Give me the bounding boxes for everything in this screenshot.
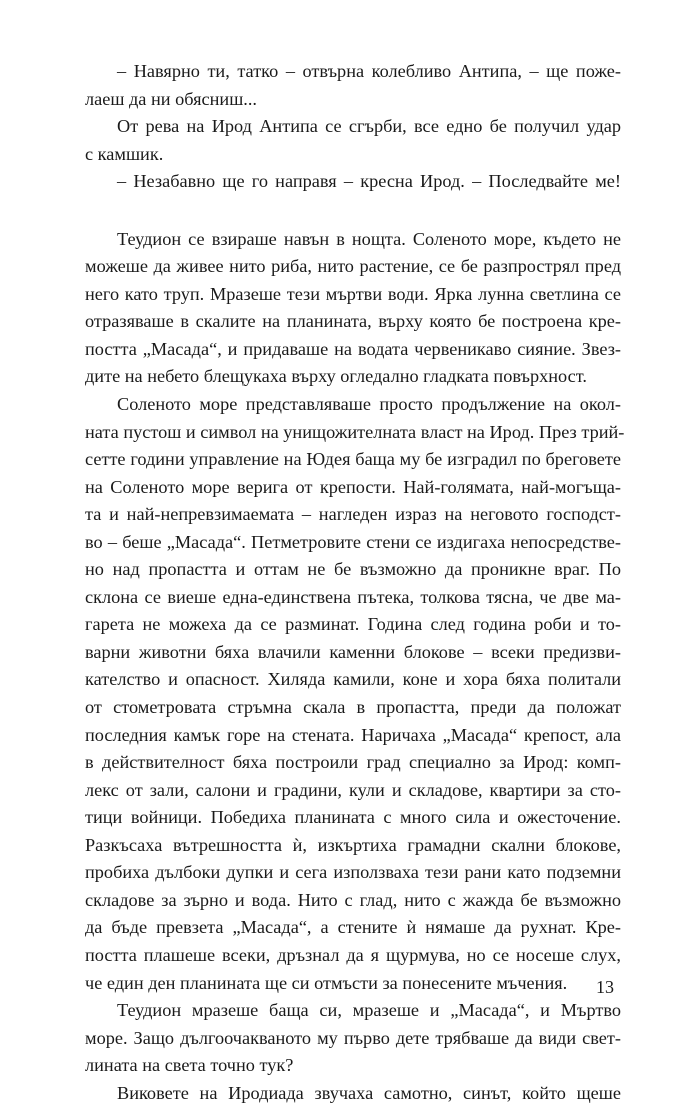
text-line: че един ден планината ще си отмъсти за понесените мъчения.: [85, 972, 568, 993]
text-line: Виковете на Иродиада звучаха самотно, синът, който щеше: [117, 1082, 621, 1103]
text-line: та и най-непревзимаемата – нагледен израз на неговото господст-: [85, 504, 621, 525]
text-line: отразяваше в скалите на планината, върху която бе построена кре-: [85, 311, 621, 332]
text-line: от стометровата стръмна скала в пропастта, преди да положат: [85, 697, 621, 718]
text-line: но над пропастта и оттам не бе възможно да проникне враг. По: [85, 559, 621, 580]
text-line: Теудион мразеше баща си, мразеше и „Масада“, и Мъртво: [117, 1000, 621, 1021]
text-line: лаеш да ни обясниш...: [85, 88, 257, 109]
text-line: можеше да живее нито риба, нито растение, се бе разпрострял пред: [85, 256, 621, 277]
text-line: складове за зърно и вода. Нито с глад, нито с жажда бе възможно: [85, 889, 621, 910]
text-line: Теудион се взираше навън в нощта. Соленото море, където не: [117, 228, 621, 249]
text-line: него като труп. Мразеше тези мъртви води. Ярка лунна светлина се: [85, 283, 621, 304]
text-line: да бъде превзета „Масада“, а стените ѝ нямаше да рухнат. Кре-: [85, 917, 621, 938]
text-line: последния камък горе на стената. Наричаха „Масада“ крепост, ала: [85, 724, 621, 745]
text-line: постта „Масада“, и придаваше на водата червеникаво сияние. Звез-: [85, 338, 621, 359]
text-line: лекс от зали, салони и градини, кули и складове, квартири за сто-: [85, 779, 621, 800]
text-line: дите на небето блещукаха върху огледално гладката повърхност.: [85, 366, 587, 387]
text-line: сетте години управление на Юдея баща му бе изградил по бреговете: [85, 449, 621, 470]
text-line: склона се виеше една-единствена пътека, толкова тясна, че две ма-: [85, 586, 621, 607]
text-line: пробиха дълбоки дупки и сега използваха тези рани като подземни: [85, 862, 621, 883]
text-line: тици войници. Победиха планината с много сила и ожесточение.: [85, 807, 621, 828]
text-line: ната пустош и символ на унищожителната власт на Ирод. През трий-: [85, 421, 625, 442]
text-line: варни животни бяха влачили каменни блокове – всеки предизви-: [85, 641, 621, 662]
text-line: – Навярно ти, татко – отвърна колебливо Антипа, – ще поже-: [117, 61, 621, 81]
text-line: Разкъсаха вътрешността ѝ, изкъртиха грамадни скални блокове,: [85, 834, 621, 855]
text-line: Соленото море представляваше просто продължение на окол-: [117, 394, 621, 415]
text-line: в действителност бяха построили град специално за Ирод: комп-: [85, 752, 621, 773]
text-line: гарета не можеха да се разминат. Година след година роби и то-: [85, 614, 621, 635]
text-line: море. Защо дългоочакваното му първо дете трябваше да види свет-: [85, 1027, 621, 1048]
text-line: От рева на Ирод Антипа се сгърби, все едно бе получил удар: [117, 116, 621, 137]
text-line: на Соленото море верига от крепости. Най-голямата, най-могъща-: [85, 476, 621, 497]
text-line: лината на света точно тук?: [85, 1055, 294, 1076]
page-text: [85, 58, 625, 1107]
text-line: постта плашеше всеки, дръзнал да я щурмува, но се носеше слух,: [85, 944, 621, 965]
text-line: – Незабавно ще го направя – кресна Ирод. – Последвайте ме!: [117, 171, 621, 192]
page-number: 13: [596, 977, 614, 997]
text-line: с камшик.: [85, 143, 164, 164]
section-break: [85, 196, 621, 226]
text-line: во – беше „Масада“. Петметровите стени се издигаха непосредстве-: [85, 531, 621, 552]
text-line: кателство и опасност. Хиляда камили, коне и хора бяха политали: [85, 669, 621, 690]
